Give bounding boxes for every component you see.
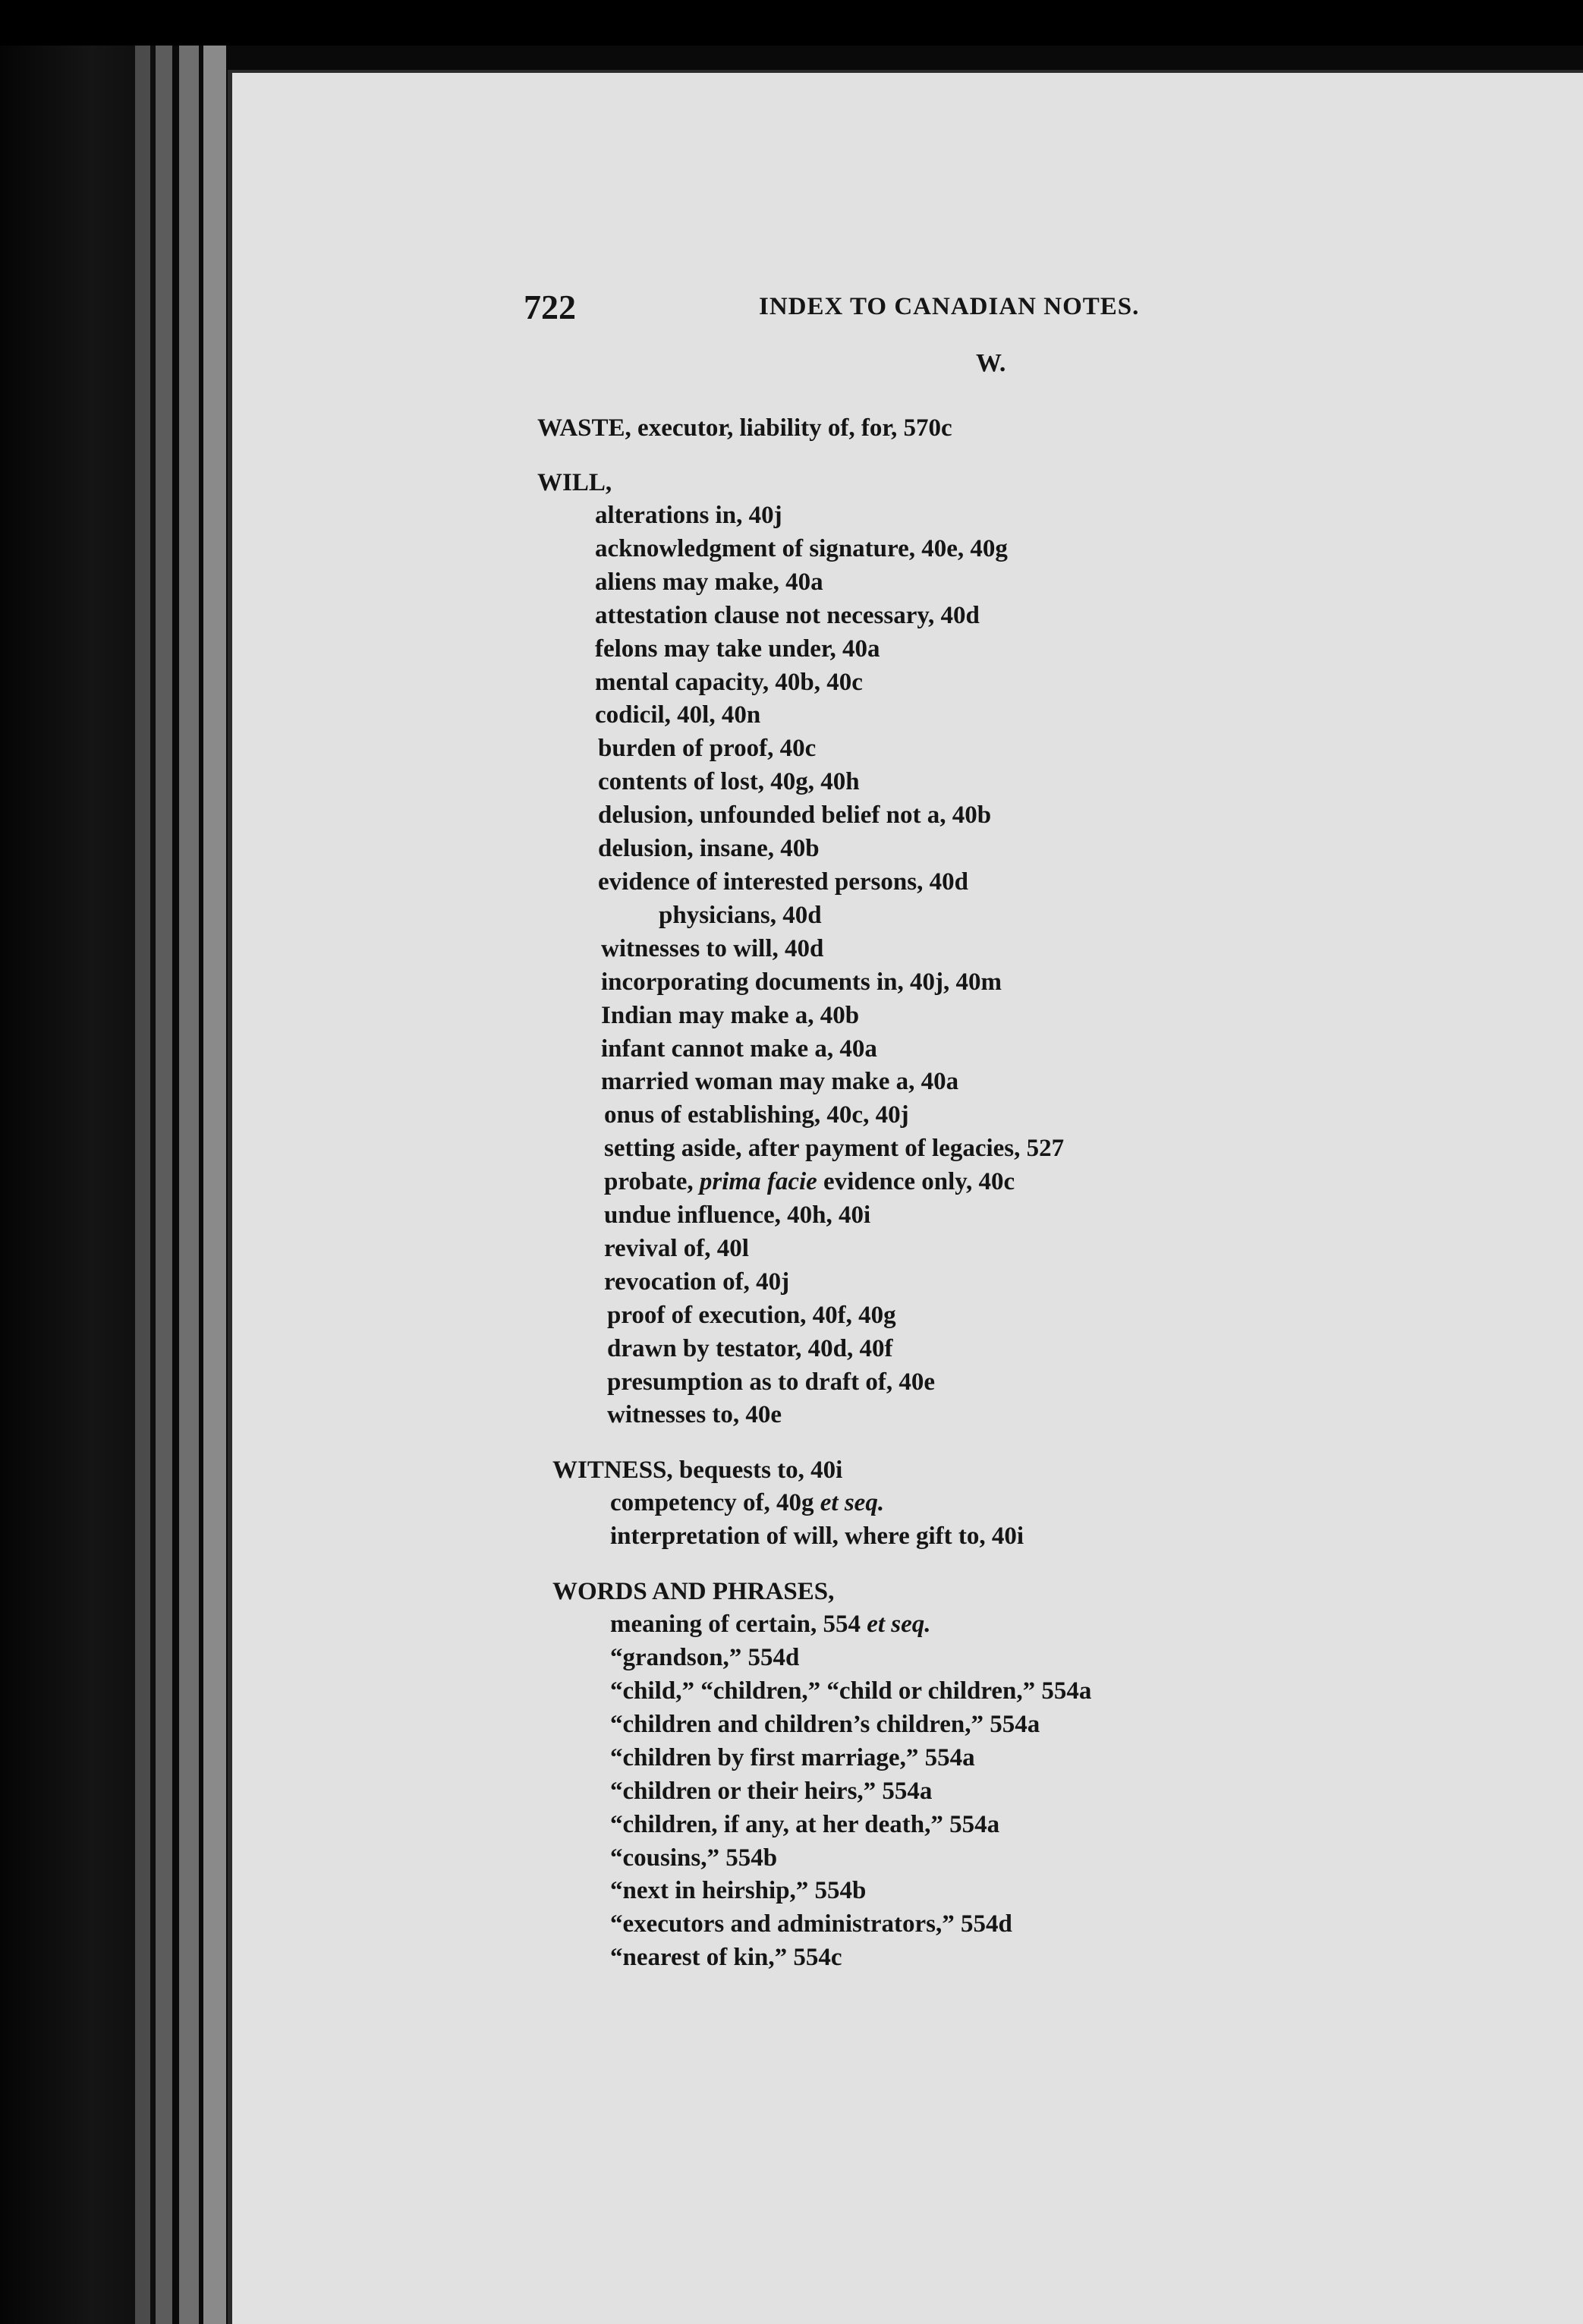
- section-letter: W.: [976, 349, 1006, 377]
- entry-heading: WORDS AND PHRASES,: [552, 1578, 835, 1606]
- sub-entry-text: competency of, 40g: [610, 1489, 820, 1517]
- sub-entry: evidence of interested persons, 40d: [598, 868, 968, 896]
- sub-entry: infant cannot make a, 40a: [601, 1034, 877, 1063]
- sub-entry: incorporating documents in, 40j, 40m: [601, 968, 1002, 996]
- sub-entry: revival of, 40l: [604, 1234, 749, 1262]
- index-entry-waste: [537, 411, 1524, 445]
- page-edge: [179, 46, 199, 2324]
- sub-entry: “grandson,” 554d: [610, 1644, 800, 1672]
- sub-entry: “children and children’s children,” 554a: [610, 1710, 1040, 1738]
- sub-entry: presumption as to draft of, 40e: [607, 1368, 936, 1396]
- sub-entry: “children or their heirs,” 554a: [610, 1777, 933, 1805]
- running-head: INDEX TO CANADIAN NOTES.: [759, 293, 1140, 320]
- page-number: 722: [524, 288, 576, 326]
- sub-entry: setting aside, after payment of legacies, 527: [604, 1135, 1065, 1163]
- page-edge: [156, 46, 172, 2324]
- sub-entry: burden of proof, 40c: [598, 735, 817, 763]
- entry-heading: WILL,: [537, 469, 612, 496]
- sub-entry: aliens may make, 40a: [595, 568, 823, 596]
- sub-entry: acknowledgment of signature, 40e, 40g: [595, 534, 1008, 562]
- index-entry-will: [537, 466, 1524, 1432]
- entry-heading: WITNESS, bequests to, 40i: [552, 1456, 843, 1485]
- sub-entry: “nearest of kin,” 554c: [610, 1944, 842, 1972]
- sub-entry: married woman may make a, 40a: [601, 1068, 959, 1096]
- sub-entry: [546, 1166, 1533, 1199]
- sub-entry: contents of lost, 40g, 40h: [598, 768, 860, 796]
- sub-entry: [552, 1608, 1539, 1642]
- sub-entry: attestation clause not necessary, 40d: [595, 601, 980, 629]
- sub-entry: mental capacity, 40b, 40c: [595, 668, 863, 696]
- sub-entry: “executors and administrators,” 554d: [610, 1910, 1012, 1938]
- sub-entry: felons may take under, 40a: [595, 635, 880, 663]
- sub-entry: drawn by testator, 40d, 40f: [607, 1334, 893, 1362]
- sub-entry: “children by first marriage,” 554a: [610, 1743, 975, 1771]
- sub-entry: witnesses to will, 40d: [601, 934, 824, 962]
- sub-entry: revocation of, 40j: [604, 1267, 790, 1296]
- sub-entry-text: evidence only, 40c: [817, 1168, 1015, 1196]
- sub-entry: alterations in, 40j: [595, 502, 782, 529]
- sub-entry-text: probate,: [604, 1168, 700, 1196]
- page-edge: [203, 46, 226, 2324]
- page-edge: [135, 46, 150, 2324]
- italic-phrase: et seq.: [867, 1611, 931, 1639]
- scan-top-border: [0, 0, 1583, 46]
- index-body: [537, 411, 1524, 1996]
- sub-entry: onus of establishing, 40c, 40j: [604, 1101, 909, 1129]
- index-entry-witness: [552, 1453, 1539, 1554]
- sub-entry: Indian may make a, 40b: [601, 1001, 860, 1029]
- sub-sub-entry: physicians, 40d: [659, 901, 822, 929]
- sub-entry-text: meaning of certain, 554: [610, 1611, 867, 1639]
- sub-entry: “children, if any, at her death,” 554a: [610, 1810, 1000, 1838]
- italic-phrase: prima facie: [699, 1168, 817, 1196]
- index-entry-words-and-phrases: [552, 1575, 1539, 1975]
- sub-entry: undue influence, 40h, 40i: [604, 1201, 871, 1230]
- sub-entry: delusion, insane, 40b: [598, 835, 820, 863]
- sub-entry: proof of execution, 40f, 40g: [607, 1301, 896, 1329]
- sub-entry: delusion, unfounded belief not a, 40b: [598, 801, 992, 830]
- sub-entry: witnesses to, 40e: [607, 1401, 782, 1429]
- sub-entry: interpretation of will, where gift to, 40i: [610, 1523, 1024, 1551]
- sub-entry: “next in heirship,” 554b: [610, 1877, 867, 1905]
- sub-entry: “child,” “children,” “child or children,” 554a: [610, 1677, 1092, 1705]
- italic-phrase: et seq.: [820, 1489, 885, 1517]
- entry-heading: WASTE, executor, liability of, for, 570c: [537, 414, 952, 442]
- sub-entry: codicil, 40l, 40n: [595, 701, 761, 729]
- page-header: [524, 287, 1207, 332]
- sub-entry: “cousins,” 554b: [610, 1844, 778, 1872]
- sub-entry: [552, 1487, 1539, 1520]
